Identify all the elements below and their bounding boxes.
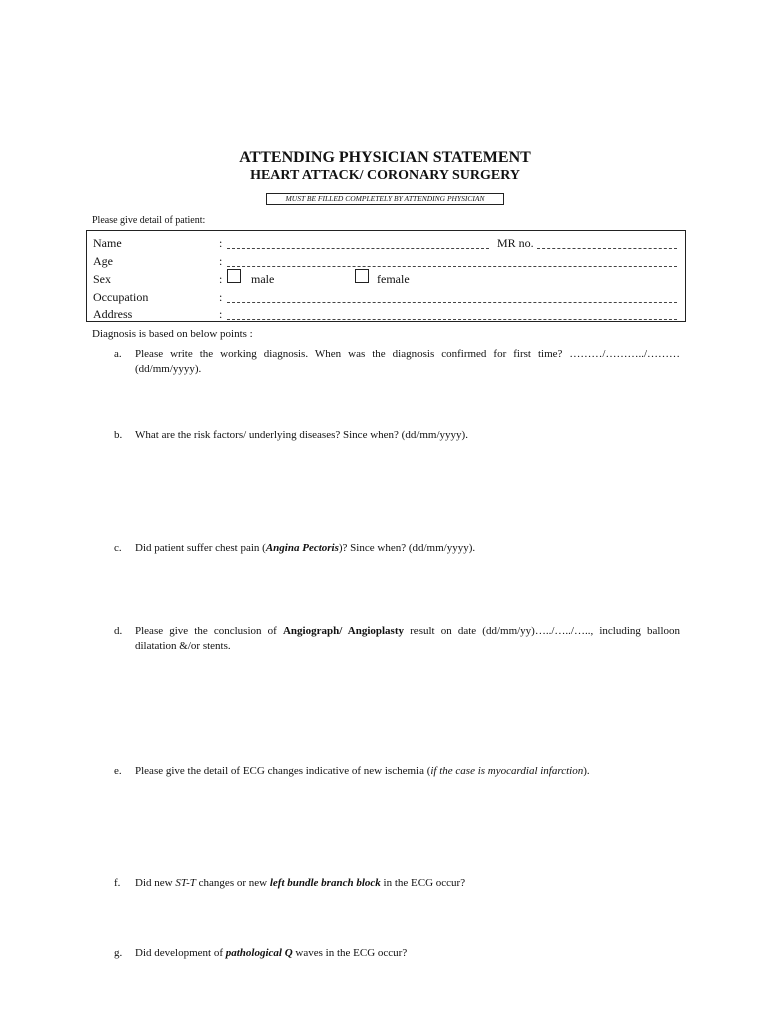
diagnosis-intro: Diagnosis is based on below points : <box>92 328 253 340</box>
italic-text: ST-T <box>175 877 196 889</box>
question-letter: f. <box>114 877 121 889</box>
sex-row <box>93 272 679 288</box>
patient-intro: Please give detail of patient: <box>92 215 206 226</box>
form-title: ATTENDING PHYSICIAN STATEMENT <box>239 149 531 166</box>
emphasis-text: pathological Q <box>225 947 293 959</box>
female-label: female <box>377 272 410 286</box>
occupation-field[interactable] <box>227 302 677 303</box>
age-row <box>93 254 679 270</box>
address-row <box>93 307 679 323</box>
occupation-label: Occupation <box>93 290 149 304</box>
name-label: Name <box>93 236 122 250</box>
question-text: What are the risk factors/ underlying diseases? Since when? (dd/mm/yyyy). <box>135 429 468 441</box>
question-text <box>135 946 680 961</box>
name-field[interactable] <box>227 248 489 249</box>
age-colon: : <box>219 254 223 268</box>
emphasis-text: left bundle branch block <box>269 877 381 889</box>
fill-notice: MUST BE FILLED COMPLETELY BY ATTENDING PHYSICIAN <box>266 193 504 205</box>
text-segment: result on date (dd/mm/yy)…../…../….., including balloon dilatation &/or stents. <box>135 625 681 652</box>
male-checkbox[interactable] <box>227 269 241 283</box>
sex-label: Sex <box>93 272 111 286</box>
question-letter: c. <box>114 542 122 554</box>
sex-colon: : <box>219 272 223 286</box>
name-row <box>93 236 679 252</box>
question-letter: d. <box>114 625 123 637</box>
occupation-colon: : <box>219 290 223 304</box>
text-segment: Did development of <box>135 947 226 959</box>
text-segment: Did patient suffer chest pain ( <box>135 542 266 554</box>
question-text <box>135 764 680 779</box>
text-segment: )? Since when? (dd/mm/yyyy). <box>338 542 476 554</box>
italic-text: if the case is myocardial infarction <box>430 765 584 777</box>
text-segment: Did new <box>135 877 176 889</box>
address-label: Address <box>93 307 133 321</box>
text-segment: in the ECG occur? <box>380 877 466 889</box>
question-letter: a. <box>114 348 122 360</box>
emphasis-text: Angina Pectoris <box>265 542 339 554</box>
age-field[interactable] <box>227 266 677 267</box>
address-colon: : <box>219 307 223 321</box>
text-segment: changes or new <box>195 877 270 889</box>
question-text <box>135 876 680 891</box>
mr-label: MR no. <box>497 236 534 250</box>
question-letter: g. <box>114 947 123 959</box>
age-label: Age <box>93 254 113 268</box>
occupation-row <box>93 290 679 306</box>
question-text <box>135 624 680 654</box>
address-field[interactable] <box>227 319 677 320</box>
question-text: Please write the working diagnosis. When was the diagnosis confirmed for first time? ………/………../……… (dd/mm/yyyy). <box>135 348 680 375</box>
question-letter: e. <box>114 765 122 777</box>
text-segment: waves in the ECG occur? <box>292 947 408 959</box>
patient-details-box <box>86 230 686 322</box>
form-subtitle: HEART ATTACK/ CORONARY SURGERY <box>250 168 520 183</box>
question-text <box>135 541 680 556</box>
question-letter: b. <box>114 429 123 441</box>
text-segment: ). <box>583 765 590 777</box>
text-segment: Please give the conclusion of <box>135 625 283 637</box>
female-checkbox[interactable] <box>355 269 369 283</box>
emphasis-text: Angiograph/ Angioplasty <box>282 625 405 637</box>
name-colon: : <box>219 236 223 250</box>
text-segment: Please give the detail of ECG changes indicative of new ischemia ( <box>135 765 431 777</box>
male-label: male <box>251 272 275 286</box>
mr-field[interactable] <box>537 248 677 249</box>
